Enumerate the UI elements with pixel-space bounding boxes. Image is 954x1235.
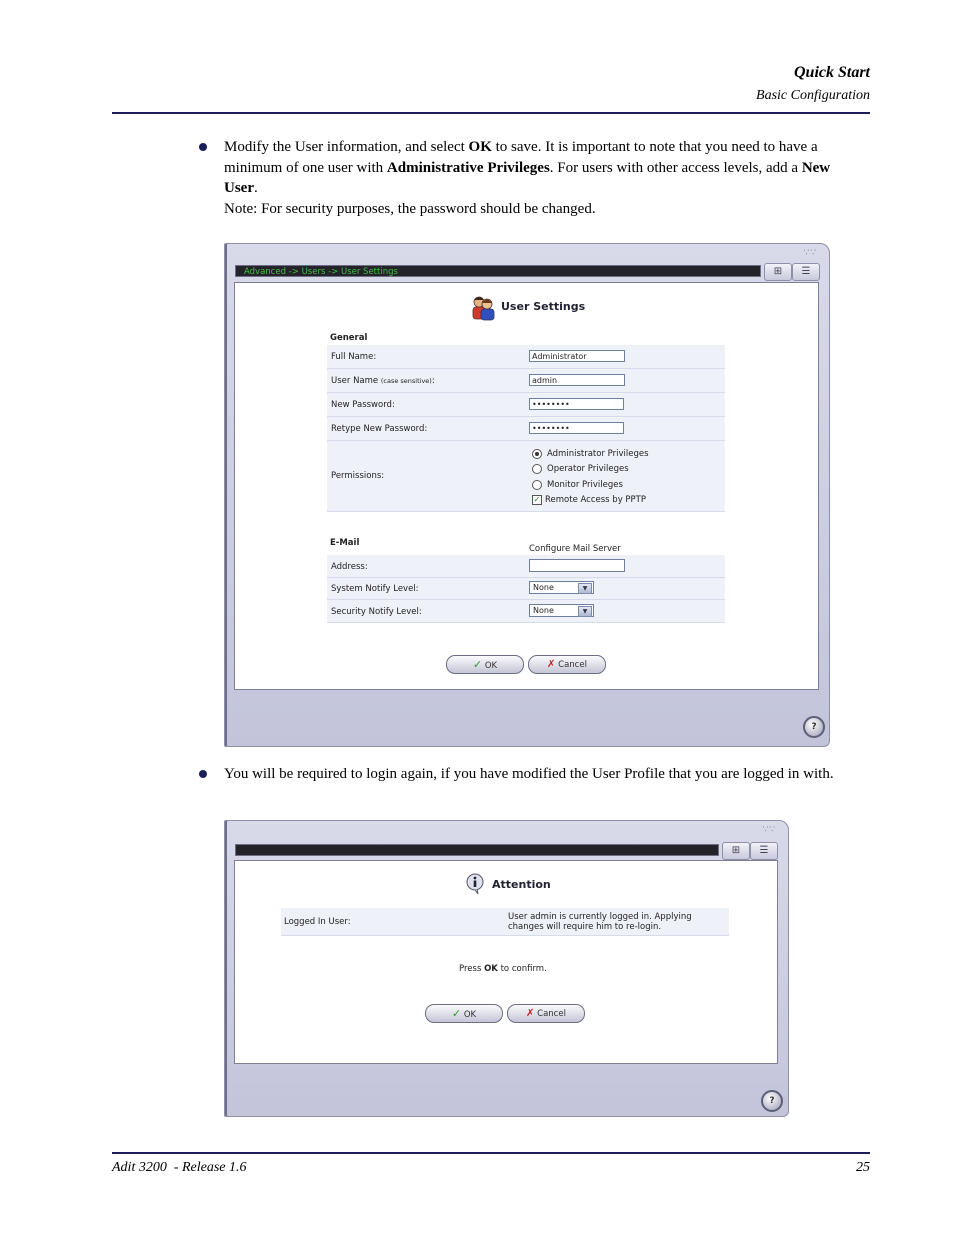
logged-in-label: Logged In User: (284, 917, 351, 927)
checkmark-icon: ✓ (472, 658, 483, 671)
breadcrumb-bar (235, 844, 719, 856)
retype-password-label: Retype New Password: (331, 424, 428, 434)
table-row (327, 417, 725, 441)
table-row (327, 369, 725, 393)
remote-access-checkbox[interactable]: ✓ (533, 495, 541, 504)
logged-in-message-line2: changes will require him to re-login. (508, 922, 662, 932)
admin-privileges-radio[interactable] (532, 449, 542, 459)
security-notify-label: Security Notify Level: (331, 607, 422, 617)
window-grip: ∵∵ (762, 825, 776, 835)
table-row (327, 555, 725, 578)
remote-access-label: Remote Access by PPTP (545, 495, 646, 505)
network-icon: ⊞ (731, 845, 741, 856)
table-row (327, 578, 725, 600)
permissions-label: Permissions: (331, 471, 385, 481)
menu-button[interactable] (750, 842, 778, 860)
table-row (327, 441, 725, 512)
admin-privileges-label: Administrator Privileges (547, 449, 649, 459)
help-button[interactable] (761, 1090, 783, 1112)
monitor-privileges-radio[interactable] (532, 480, 542, 490)
breadcrumb: Advanced -> Users -> User Settings (235, 265, 761, 277)
operator-privileges-label: Operator Privileges (547, 464, 629, 474)
help-icon: ? (811, 722, 817, 732)
list-icon: ☰ (759, 845, 769, 856)
ok-button[interactable]: ✓ OK (446, 655, 524, 674)
network-map-button[interactable] (722, 842, 750, 860)
table-row (327, 345, 725, 369)
system-notify-label: System Notify Level: (331, 584, 419, 594)
footer-release: Adit 3200 - Release 1.6 (112, 1160, 247, 1175)
address-input[interactable] (529, 559, 625, 572)
retype-password-input[interactable]: •••••••• (529, 422, 624, 434)
attention-title: Attention (492, 878, 551, 891)
new-password-input[interactable]: •••••••• (529, 398, 624, 410)
network-map-button[interactable] (764, 263, 792, 281)
general-table (327, 345, 725, 511)
cancel-button[interactable]: ✗ Cancel (507, 1004, 585, 1023)
header-title: Quick Start (793, 64, 870, 81)
menu-button[interactable] (792, 263, 820, 281)
attention-window (224, 820, 789, 1117)
configure-mail-server-link[interactable]: Configure Mail Server (529, 544, 621, 554)
page-number: 25 (856, 1160, 870, 1175)
checkmark-icon: ✓ (451, 1007, 462, 1020)
cross-icon: ✗ (526, 1008, 535, 1019)
bullet-modify-user: Modify the User information, and select OK to save. It is important to note that you need to have a minimum of one user with Administrative Privileges. For users with other access levels, add a New User. Note: For security purposes, the password should be changed. (224, 137, 864, 219)
window-grip: ∵∵ (803, 248, 817, 258)
cancel-button[interactable]: ✗ Cancel (528, 655, 606, 674)
content-panel (234, 860, 778, 1064)
full-name-input[interactable]: Administrator (529, 350, 625, 362)
table-row (327, 393, 725, 417)
info-icon (465, 873, 485, 898)
page-title: User Settings (501, 300, 586, 313)
content-panel (234, 282, 819, 690)
full-name-label: Full Name: (331, 352, 377, 362)
header-rule (112, 112, 870, 114)
confirm-instruction: Press OK to confirm. (459, 964, 547, 974)
table-row (327, 600, 725, 623)
help-icon: ? (769, 1096, 775, 1106)
bullet-dot (199, 143, 207, 151)
chevron-down-icon: ▼ (578, 606, 592, 617)
general-heading: General (330, 333, 368, 343)
users-icon (471, 295, 495, 324)
new-password-label: New Password: (331, 400, 395, 410)
cross-icon: ✗ (547, 659, 556, 670)
system-notify-select[interactable]: None ▼ (529, 581, 594, 594)
monitor-privileges-label: Monitor Privileges (547, 480, 623, 490)
chevron-down-icon: ▼ (578, 583, 592, 594)
email-heading: E-Mail (330, 538, 360, 548)
logged-in-message-line1: User admin is currently logged in. Applying (508, 912, 692, 922)
footer-rule (112, 1152, 870, 1154)
bullet-dot (199, 770, 207, 778)
ok-button[interactable]: ✓ OK (425, 1004, 503, 1023)
email-table (327, 555, 725, 625)
network-icon: ⊞ (773, 266, 783, 277)
security-note: Note: For security purposes, the password should be changed. (224, 200, 596, 217)
list-icon: ☰ (801, 266, 811, 277)
address-label: Address: (331, 562, 368, 572)
user-name-input[interactable]: admin (529, 374, 625, 386)
security-notify-select[interactable]: None ▼ (529, 604, 594, 617)
user-name-label: User Name (case sensitive): (331, 376, 435, 386)
bullet-login-again: You will be required to login again, if you have modified the User Profile that you are logged in with. (224, 764, 869, 785)
user-settings-window (224, 243, 830, 747)
help-button[interactable] (803, 716, 825, 738)
header-subtitle: Basic Configuration (756, 88, 870, 103)
table-row (281, 908, 729, 936)
operator-privileges-radio[interactable] (532, 464, 542, 474)
